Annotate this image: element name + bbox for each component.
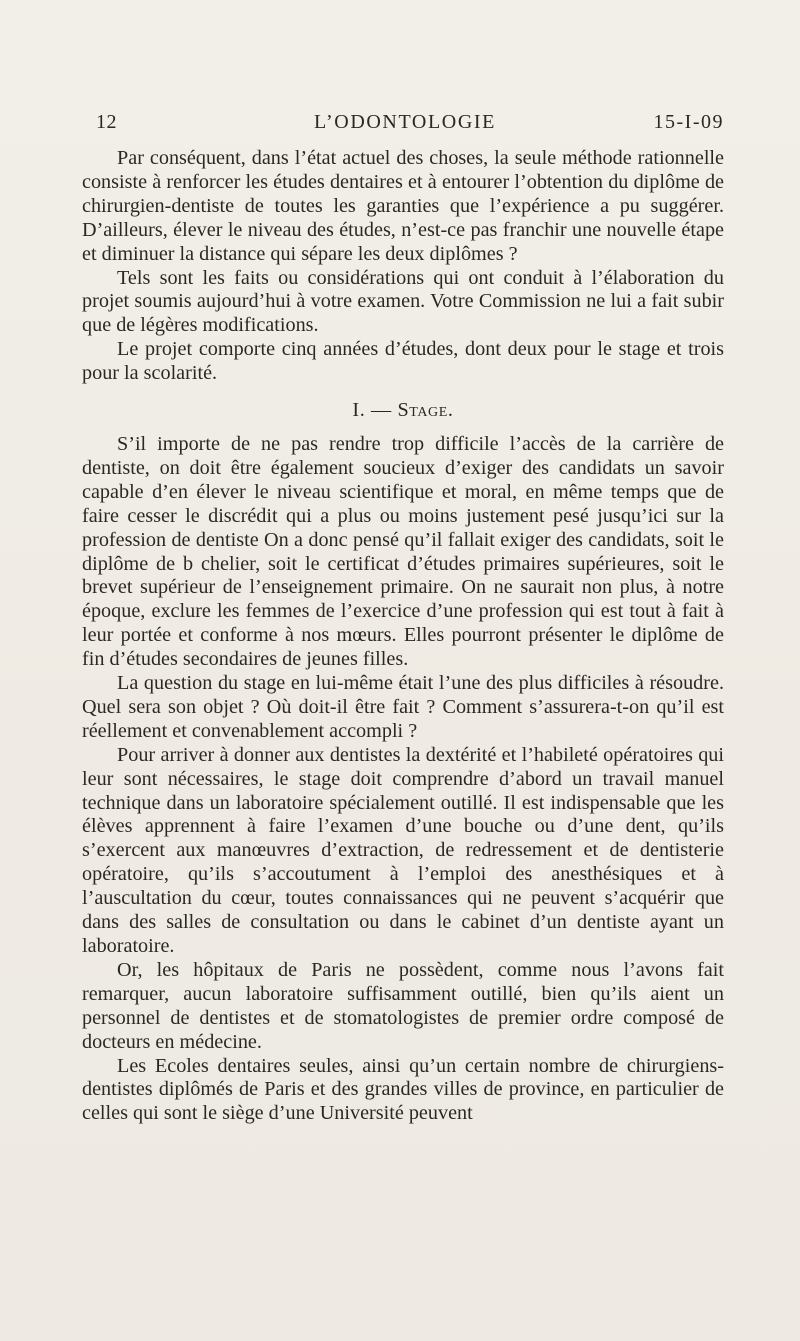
issue-date: 15-I-09 bbox=[653, 111, 724, 133]
paragraph: Tels sont les faits ou considérations qui ont conduit à l’élaboration du projet soumis aujourd’hui à votre examen. Votre Commission ne lui a fait subir que de légères modifications. bbox=[82, 266, 724, 337]
paragraph: S’il importe de ne pas rendre trop difficile l’accès de la carrière de dentiste, on doit être également soucieux d’exiger des candidats un savoir capable d’en élever le niveau scientifique et moral, en même temps que de faire cesser le discrédit qui a plus ou moins justement pesé jusqu’ici sur la profession de dentiste On a donc pensé qu’il fallait exiger des candidats, soit le diplôme de b chelier, soit le certificat d’études primaires supérieures, soit le brevet supérieur de l’enseignement primaire. On ne saurait non plus, à notre époque, exclure les femmes de l’exercice d’une profession qui est tout à fait à leur portée et conforme à nos mœurs. Elles pourront présenter le diplôme de fin d’études secondaires de jeunes filles. bbox=[82, 432, 724, 671]
journal-title: L’ODONTOLOGIE bbox=[314, 111, 496, 133]
section-title: Stage. bbox=[397, 399, 454, 422]
paragraph: La question du stage en lui-même était l’une des plus difficiles à résoudre. Quel sera son objet ? Où doit-il être fait ? Comment s’assurera-t-on qu’il est réellement et convenablement accompli ? bbox=[82, 672, 724, 742]
paragraph: Or, les hôpitaux de Paris ne possèdent, comme nous l’avons fait remarquer, aucun laboratoire suffisamment outillé, bien qu’ils aient un personnel de dentistes et de stomatologistes de premier ordre composé de docteurs en médecine. bbox=[82, 958, 724, 1053]
page-number: 12 bbox=[96, 111, 117, 133]
paragraph: Par conséquent, dans l’état actuel des choses, la seule méthode rationnelle consiste à renforcer les études dentaires et à entourer l’obtention du diplôme de chirurgien-dentiste de toutes les garanties que l’expérience a pu suggérer. D’ailleurs, élever le niveau des études, n’est-ce pas franchir une nouvelle étape et diminuer la distance qui sépare les deux diplômes ? bbox=[82, 147, 724, 265]
section-heading bbox=[82, 399, 724, 423]
body-text bbox=[82, 147, 724, 1126]
running-head bbox=[82, 111, 728, 139]
section-number: I. — bbox=[352, 399, 392, 422]
paragraph: Le projet comporte cinq années d’études, dont deux pour le stage et trois pour la scolarité. bbox=[82, 338, 724, 385]
paragraph: Les Ecoles dentaires seules, ainsi qu’un certain nombre de chirurgiens-dentistes diplômés de Paris et des grandes villes de province, en particulier de celles qui sont le siège d’une Université peuvent bbox=[82, 1054, 724, 1125]
paragraph: Pour arriver à donner aux dentistes la dextérité et l’habileté opératoires qui leur sont nécessaires, le stage doit comprendre d’abord un travail manuel technique dans un laboratoire spécialement outillé. Il est indispensable que les élèves apprennent à faire l’examen d’une bouche ou d’une dent, qu’ils s’exercent aux manœuvres d’extraction, de redressement et de dentisterie opératoire, qu’ils s’accoutument à l’emploi des anesthésiques et à l’auscultation du cœur, toutes connaissances qui ne peuvent s’acquérir que dans des salles de consultation ou dans le cabinet d’un dentiste ayant un laboratoire. bbox=[82, 743, 724, 957]
